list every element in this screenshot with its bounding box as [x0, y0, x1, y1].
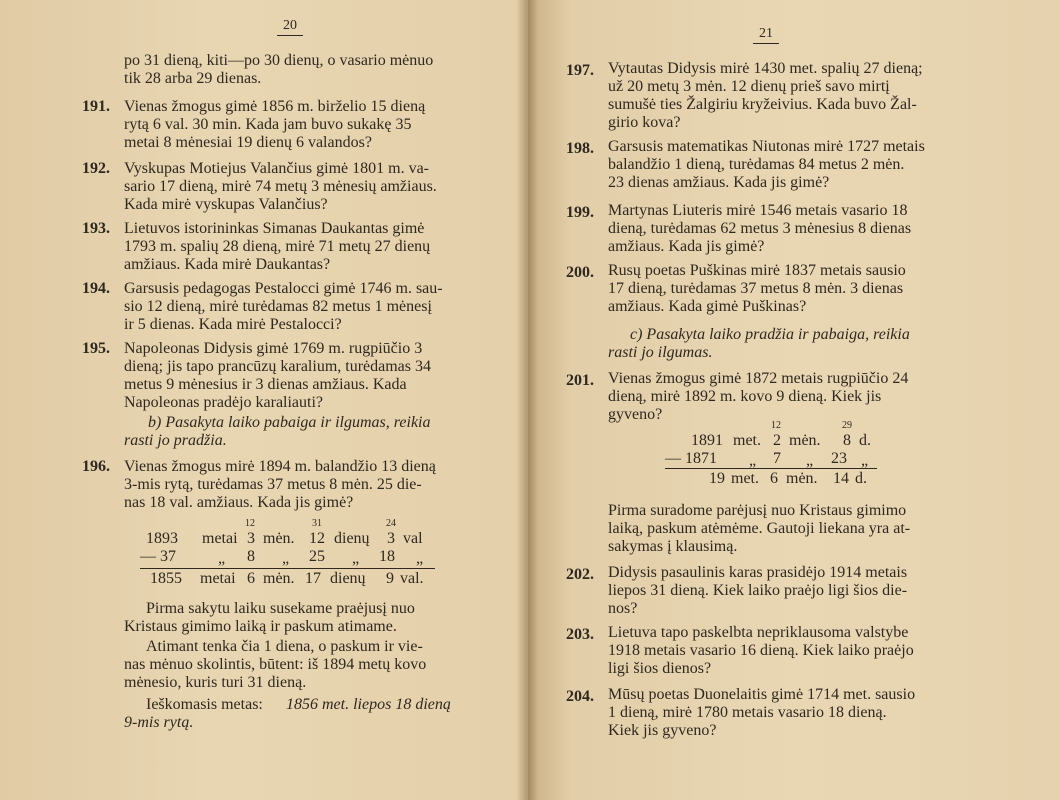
problem-number: 192. [82, 160, 110, 177]
text-line: liepos 31 dieną. Kiek laiko praėjo ligi šios die- [608, 582, 908, 599]
text-line: Pirma suradome parėjusį nuo Kristaus gimimo [608, 502, 907, 519]
text-line: dieną, mirė 1892 m. kovo 9 dieną. Kiek jis [608, 388, 882, 405]
text-line: metus 9 mėnesius ir 3 dienas amžiaus. Kada [124, 376, 407, 393]
calc-cell: d. [855, 470, 867, 487]
calc-cell: 17 [305, 570, 321, 587]
calc-cell: „ [749, 452, 757, 469]
problem-number: 201. [566, 372, 594, 389]
section-heading: c) Pasakyta laiko pradžia ir pabaiga, reikia [630, 326, 910, 343]
sum-rule [665, 468, 877, 469]
calc-cell: dienų [334, 530, 370, 547]
text-line: Mūsų poetas Duonelaitis gimė 1714 met. sausio [608, 686, 916, 703]
book-gutter [516, 0, 538, 800]
calc-cell: mėn. [786, 470, 818, 487]
text-line: 1 dieną, mirė 1780 metais vasario 18 dieną. [608, 704, 887, 721]
calc-cell: „ [806, 452, 814, 469]
problem-number: 198. [566, 140, 594, 157]
calc-cell: „ [352, 550, 360, 567]
text-line: sumušė ties Žalgiriu kryžeivius. Kada buvo Žal- [608, 96, 917, 113]
text-line: ir 5 dienas. Kada mirė Pestalocci? [124, 316, 342, 333]
calc-cell: „ [861, 452, 869, 469]
borrow-digit: 24 [386, 518, 396, 529]
text-line: Vienas žmogus gimė 1872 metais rugpiūčio 24 [608, 370, 909, 387]
text-line: už 20 metų 3 mėn. 12 dienų prieš savo mirtį [608, 78, 890, 95]
text-line: Didysis pasaulinis karas prasidėjo 1914 metais [608, 564, 908, 581]
calc-cell: — 1871 [665, 450, 717, 467]
text-line: 23 dienas amžiaus. Kada jis gimė? [608, 174, 830, 191]
text-line: 1793 m. spalių 28 dieną, mirė 71 metų 27 dienų [124, 238, 431, 255]
section-heading: rasti jo ilgumas. [608, 344, 713, 361]
calc-cell: 1891 [691, 432, 723, 449]
calc-cell: „ [416, 550, 424, 567]
text-line: balandžio 1 dieną, turėdamas 84 metus 2 mėn. [608, 156, 905, 173]
calc-cell: 7 [773, 450, 781, 467]
page-number: 20 [270, 18, 310, 36]
calc-cell: „ [282, 550, 290, 567]
text-line: tik 28 arba 29 dienas. [124, 70, 262, 87]
calc-cell: val [403, 530, 423, 547]
problem-number: 191. [82, 98, 110, 115]
text-line: ligi šios dienos? [608, 660, 712, 677]
text-line: Kada mirė vyskupas Valančius? [124, 196, 328, 213]
text-line: nas 18 val. amžiaus. Kada jis gimė? [124, 494, 354, 511]
text-line: Kiek jis gyveno? [608, 722, 717, 739]
calc-cell: d. [859, 432, 871, 449]
calc-cell: — 37 [140, 548, 176, 565]
section-heading: rasti jo pradžia. [124, 432, 227, 449]
text-line: amžiaus. Kada jis gimė? [608, 238, 765, 255]
problem-number: 193. [82, 220, 110, 237]
calc-cell: 19 [709, 470, 725, 487]
calc-cell: met. [733, 432, 761, 449]
calc-cell: metai [200, 570, 236, 587]
text-line: Vienas žmogus mirė 1894 m. balandžio 13 dieną [124, 458, 436, 475]
problem-number: 196. [82, 458, 110, 475]
text-line: Vyskupas Motiejus Valančius gimė 1801 m. va- [124, 160, 430, 177]
calc-cell: 25 [309, 548, 325, 565]
answer-label: Ieškomasis metas: [146, 696, 263, 713]
text-line: metai 8 mėnesiai 19 dienų 6 valandos? [124, 134, 372, 151]
borrow-digit: 29 [842, 420, 852, 431]
text-line: Atimant tenka čia 1 diena, o paskum ir vie- [146, 638, 423, 655]
left-page [0, 0, 528, 800]
borrow-digit: 12 [771, 420, 781, 431]
text-line: Kristaus gimimo laiką ir paskum atimame. [124, 618, 397, 635]
calc-cell: „ [218, 550, 226, 567]
text-line: sio 12 dieną, mirė turėdamas 82 metus 1 mėnesį [124, 298, 432, 315]
problem-number: 194. [82, 280, 110, 297]
text-line: Rusų poetas Puškinas mirė 1837 metais sausio [608, 262, 906, 279]
problem-number: 204. [566, 688, 594, 705]
text-line: Napoleonas pradėjo karaliauti? [124, 394, 324, 411]
calc-cell: 3 [247, 530, 255, 547]
text-line: rytą 6 val. 30 min. Kada jam buvo sukakę 35 [124, 116, 412, 133]
borrow-digit: 31 [312, 518, 322, 529]
calc-cell: 18 [379, 548, 395, 565]
calc-cell: 12 [309, 530, 325, 547]
text-line: amžiaus. Kada gimė Puškinas? [608, 298, 807, 315]
calc-cell: dienų [330, 570, 366, 587]
text-line: laiką, paskum atėmėme. Gautoji liekana yra at- [608, 520, 911, 537]
answer-value: 1856 met. liepos 18 dieną [286, 696, 451, 713]
text-line: Vytautas Didysis mirė 1430 met. spalių 27 dieną; [608, 60, 923, 77]
calc-cell: 9 [386, 570, 394, 587]
problem-number: 195. [82, 340, 110, 357]
right-page [528, 0, 1060, 800]
calc-cell: 14 [833, 470, 849, 487]
text-line: girio kova? [608, 114, 681, 131]
text-line: amžiaus. Kada mirė Daukantas? [124, 256, 331, 273]
problem-number: 197. [566, 62, 594, 79]
text-line: po 31 dieną, kiti—po 30 dienų, o vasario mėnuo [124, 52, 434, 69]
text-line: mėnesio, kuris turi 31 dieną. [124, 674, 307, 691]
text-line: sario 17 dieną, mirė 74 metų 3 mėnesių amžiaus. [124, 178, 437, 195]
calc-cell: mėn. [263, 570, 295, 587]
text-line: sakymas į klausimą. [608, 538, 738, 555]
calc-cell: mėn. [789, 432, 821, 449]
problem-number: 202. [566, 566, 594, 583]
text-line: 3-mis rytą, turėdamas 37 metus 8 mėn. 25 die- [124, 476, 422, 493]
calc-cell: val. [400, 570, 424, 587]
text-line: 1918 metais vasario 16 dieną. Kiek laiko praėjo [608, 642, 914, 659]
calc-cell: 6 [770, 470, 778, 487]
text-line: Lietuvos istorininkas Simanas Daukantas gimė [124, 220, 425, 237]
calc-cell: 1855 [150, 570, 182, 587]
calc-cell: metai [202, 530, 238, 547]
answer-value: 9-mis rytą. [124, 714, 194, 731]
text-line: Garsusis pedagogas Pestalocci gimė 1746 m. sau- [124, 280, 443, 297]
text-line: nas mėnuo skolintis, būtent: iš 1894 metų kovo [124, 656, 427, 673]
text-line: gyveno? [608, 406, 663, 423]
section-heading: b) Pasakyta laiko pabaiga ir ilgumas, reikia [148, 414, 431, 431]
text-line: Martynas Liuteris mirė 1546 metais vasario 18 [608, 202, 908, 219]
calc-cell: 3 [387, 530, 395, 547]
calc-cell: 1893 [146, 530, 178, 547]
text-line: 17 dieną, turėdamas 37 metus 8 mėn. 3 dienas [608, 280, 904, 297]
text-line: Lietuva tapo paskelbta nepriklausoma valstybe [608, 624, 909, 641]
text-line: Napoleonas Didysis gimė 1769 m. rugpiūčio 3 [124, 340, 423, 357]
text-line: dieną, turėdamas 62 metus 3 mėnesius 8 dienas [608, 220, 912, 237]
calc-cell: 6 [247, 570, 255, 587]
text-line: Garsusis matematikas Niutonas mirė 1727 metais [608, 138, 925, 155]
text-line: Vienas žmogus gimė 1856 m. birželio 15 dieną [124, 98, 426, 115]
page-number: 21 [746, 26, 786, 44]
calc-cell: mėn. [263, 530, 295, 547]
calc-cell: 8 [843, 432, 851, 449]
sum-rule [140, 568, 435, 569]
problem-number: 200. [566, 264, 594, 281]
problem-number: 203. [566, 626, 594, 643]
calc-cell: 2 [773, 432, 781, 449]
borrow-digit: 12 [245, 518, 255, 529]
text-line: nos? [608, 600, 638, 617]
problem-number: 199. [566, 204, 594, 221]
calc-cell: 23 [831, 450, 847, 467]
calc-cell: 8 [247, 548, 255, 565]
text-line: dieną; jis tapo prancūzų karalium, turėdamas 34 [124, 358, 432, 375]
calc-cell: met. [731, 470, 759, 487]
text-line: Pirma sakytu laiku susekame praėjusį nuo [146, 600, 415, 617]
